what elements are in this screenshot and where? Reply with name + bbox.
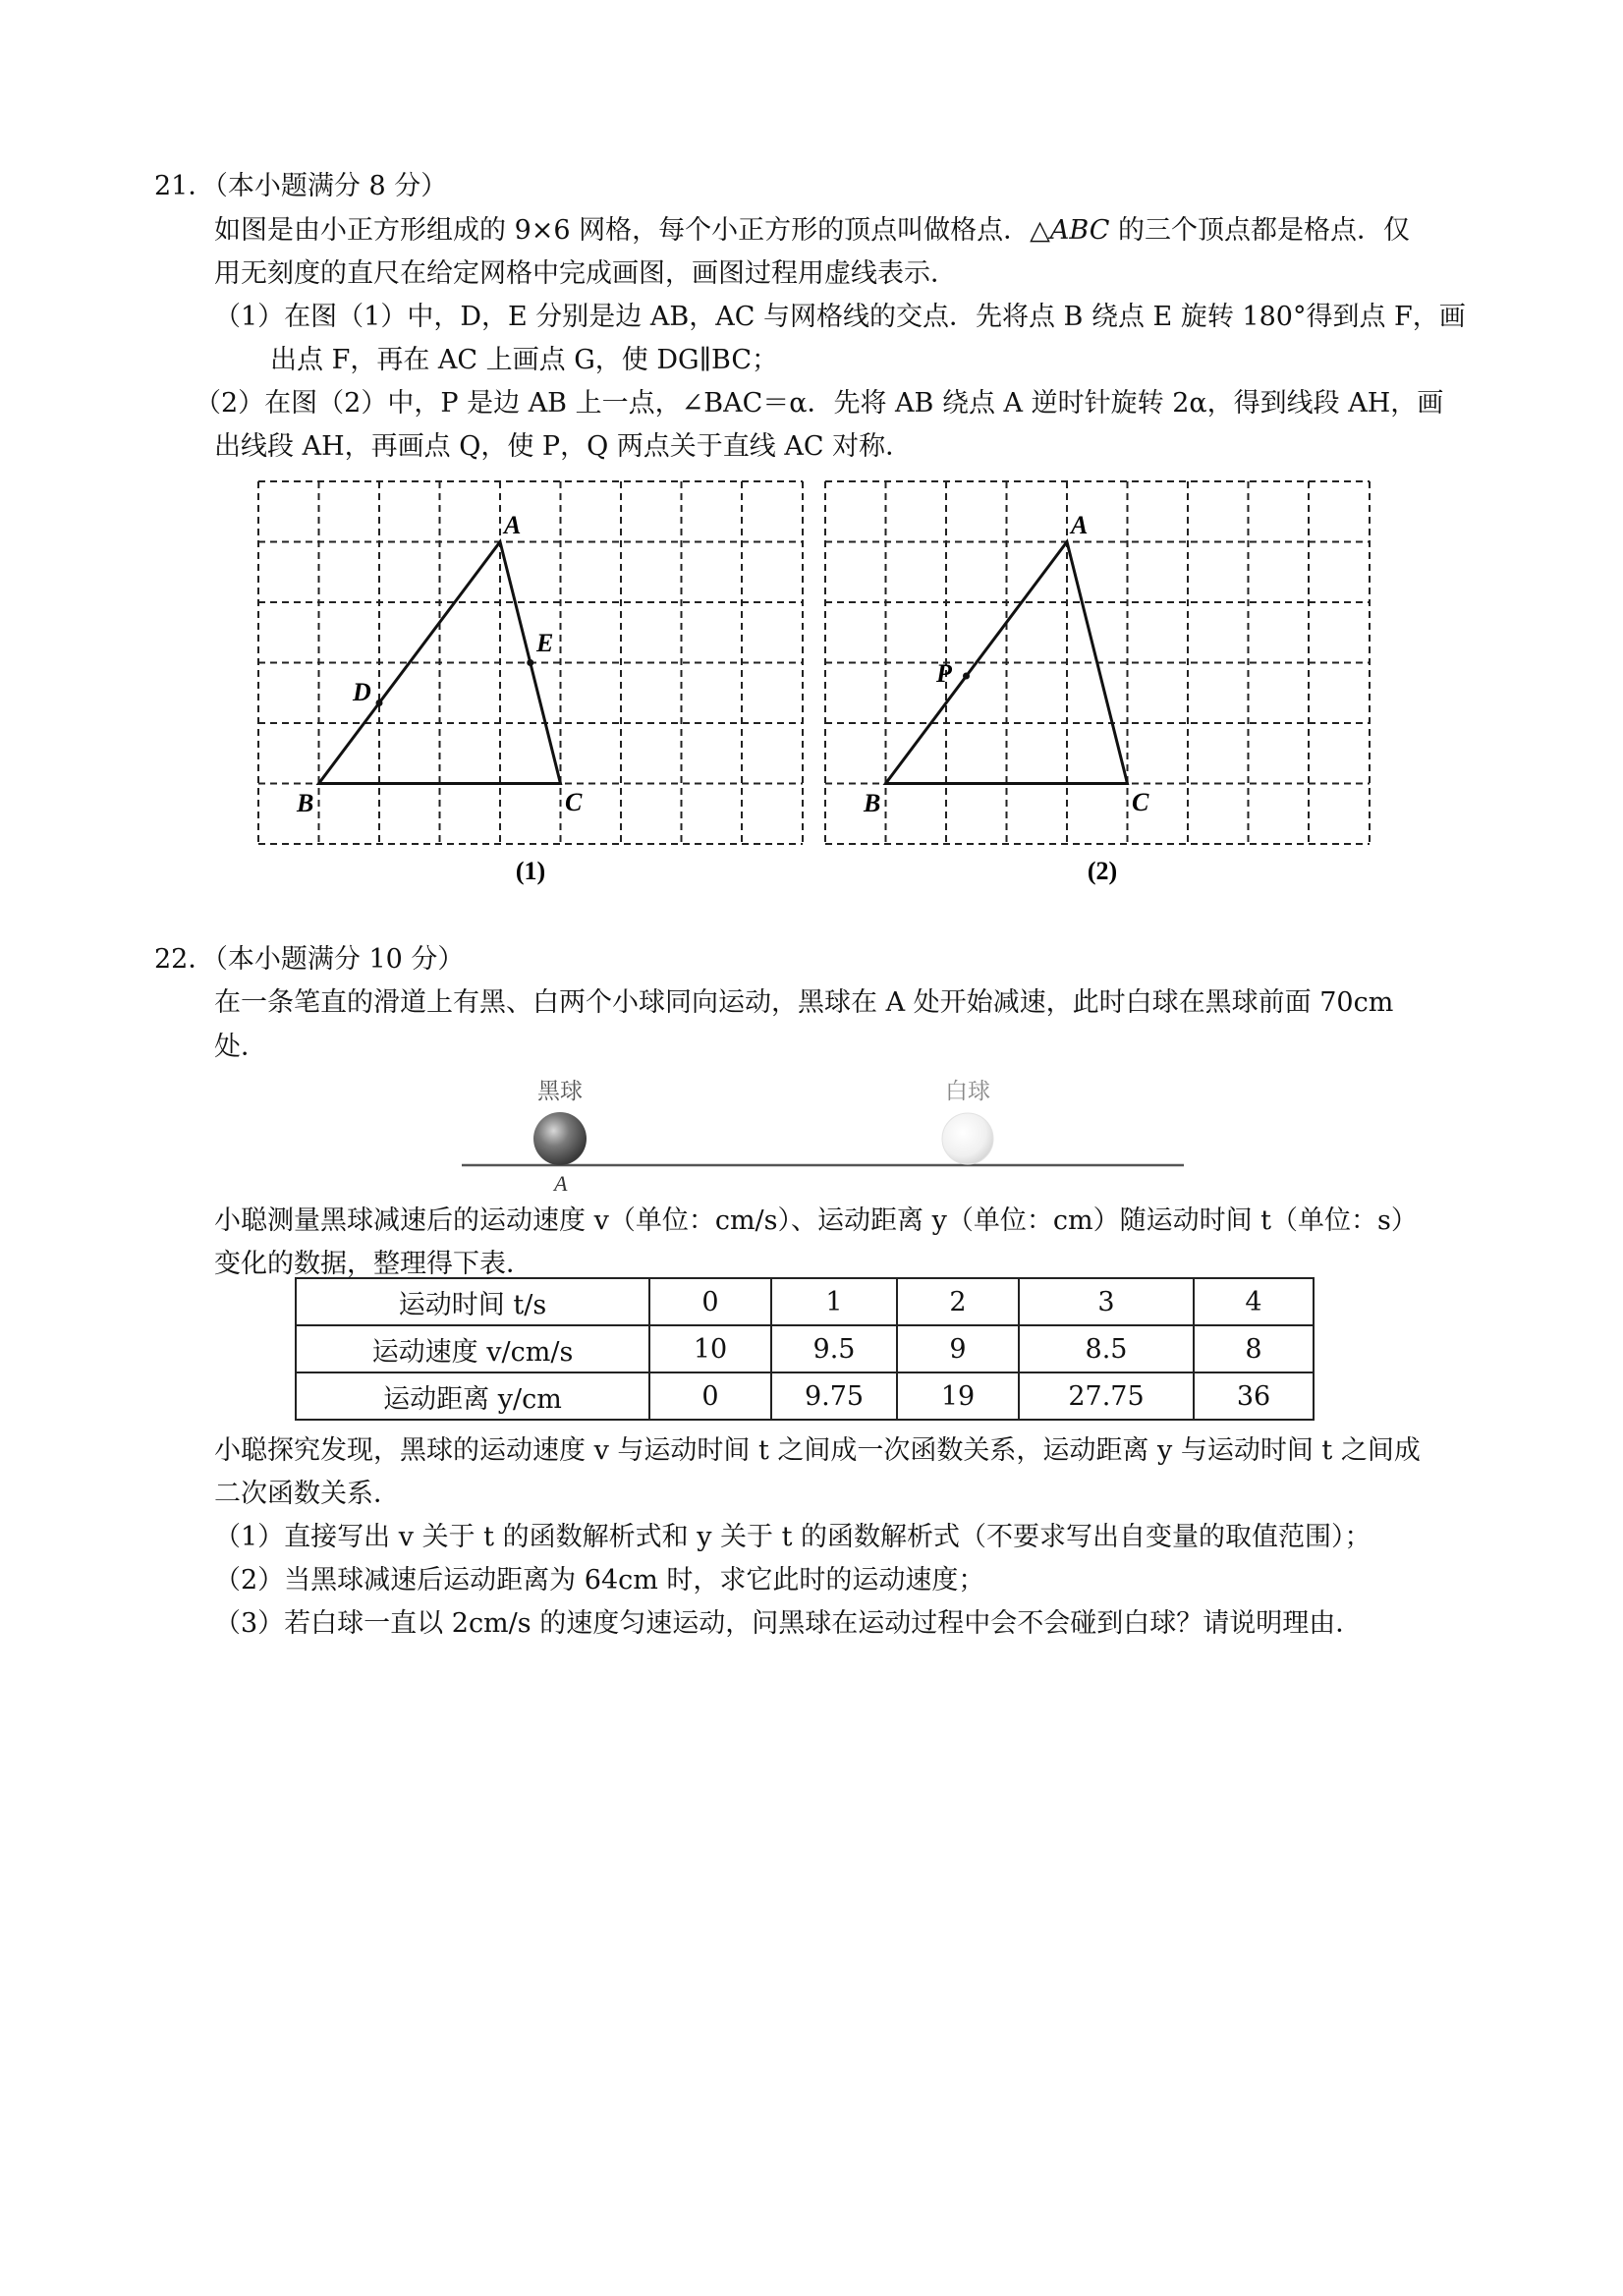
label-c: C	[565, 788, 583, 816]
white-ball-label: 白球	[945, 1079, 990, 1103]
table-cell: 1	[771, 1278, 897, 1325]
q21-figure-2	[817, 476, 1387, 889]
q21-intro-triangle: ABC	[1049, 215, 1110, 246]
q21-part1-line2: 出点 F，再在 AC 上画点 G，使 DG∥BC；	[270, 345, 779, 375]
point-a-label: A	[554, 1171, 568, 1196]
table-cell: 0	[649, 1278, 771, 1325]
label-d: D	[353, 678, 371, 706]
q22-intro-line2: 处．	[214, 1032, 267, 1062]
row-header: 运动时间 t/s	[296, 1278, 649, 1325]
white-ball	[942, 1113, 993, 1164]
row-header: 运动速度 v/cm/s	[296, 1325, 649, 1372]
black-ball	[533, 1112, 587, 1165]
q22-subquestion-1: （1）直接写出 v 关于 t 的函数解析式和 y 关于 t 的函数解析式（不要求写出自变量的取值范围）；	[214, 1522, 1371, 1552]
point-p	[963, 673, 970, 680]
table-row-time	[296, 1278, 1314, 1325]
figure-caption: (2)	[1087, 857, 1118, 885]
q21-intro-text-a: 如图是由小正方形组成的 9×6 网格，每个小正方形的顶点叫做格点．△	[214, 215, 1050, 246]
q22-number: 22．	[154, 944, 215, 975]
table-cell: 2	[897, 1278, 1019, 1325]
table-cell: 9	[897, 1325, 1019, 1372]
q21-part2-line1: （2）在图（2）中，P 是边 AB 上一点，∠BAC＝α．先将 AB 绕点 A 逆时针旋转 2α，得到线段 AH，画	[195, 388, 1444, 419]
black-ball-label: 黑球	[537, 1079, 583, 1103]
table-cell: 10	[649, 1325, 771, 1372]
table-cell: 36	[1194, 1372, 1314, 1420]
q22-subquestion-3: （3）若白球一直以 2cm/s 的速度匀速运动，问黑球在运动过程中会不会碰到白球？请说明理由．	[214, 1608, 1363, 1639]
q22-subquestion-2: （2）当黑球减速后运动距离为 64cm 时，求它此时的运动速度；	[214, 1565, 985, 1596]
table-row-distance	[296, 1372, 1314, 1420]
q21-intro-line1	[214, 214, 1410, 248]
table-cell: 19	[897, 1372, 1019, 1420]
label-b: B	[864, 789, 881, 817]
row-header: 运动距离 y/cm	[296, 1372, 649, 1420]
ball-illustration	[452, 1071, 1199, 1199]
table-cell: 27.75	[1019, 1372, 1194, 1420]
data-table	[295, 1277, 1315, 1421]
label-e: E	[536, 629, 554, 657]
q21-intro-line2: 用无刻度的直尺在给定网格中完成画图，画图过程用虚线表示．	[214, 258, 957, 289]
table-cell: 8.5	[1019, 1325, 1194, 1372]
q21-part2-line2: 出线段 AH，再画点 Q，使 P，Q 两点关于直线 AC 对称．	[214, 431, 913, 462]
q21-header	[154, 170, 447, 203]
table-cell: 0	[649, 1372, 771, 1420]
q21-figure-1	[251, 476, 820, 889]
table-cell: 8	[1194, 1325, 1314, 1372]
q22-header	[154, 943, 464, 977]
q22-finding-line2: 二次函数关系．	[214, 1479, 400, 1509]
point-e	[527, 659, 533, 666]
q21-number: 21．	[154, 171, 215, 201]
label-p: P	[936, 659, 952, 688]
q21-intro-text-c: 的三个顶点都是格点．仅	[1109, 215, 1411, 246]
table-cell: 4	[1194, 1278, 1314, 1325]
table-cell: 9.75	[771, 1372, 897, 1420]
q22-intro-line1: 在一条笔直的滑道上有黑、白两个小球同向运动，黑球在 A 处开始减速，此时白球在黑球前面 70cm	[214, 987, 1394, 1018]
q22-finding-line1: 小聪探究发现，黑球的运动速度 v 与运动时间 t 之间成一次函数关系，运动距离 y 与运动时间 t 之间成	[214, 1435, 1421, 1466]
table-cell: 3	[1019, 1278, 1194, 1325]
q22-measure-line1: 小聪测量黑球减速后的运动速度 v（单位：cm/s）、运动距离 y（单位：cm）随运动时间 t（单位：s）	[214, 1205, 1418, 1236]
q21-part1-line1: （1）在图（1）中，D，E 分别是边 AB，AC 与网格线的交点．先将点 B 绕点 E 旋转 180°得到点 F，画	[214, 302, 1466, 332]
label-a: A	[504, 511, 522, 539]
q21-score: （本小题满分 8 分）	[214, 171, 448, 201]
point-d	[376, 700, 383, 706]
q22-measure-line2: 变化的数据，整理得下表．	[214, 1249, 532, 1279]
label-b: B	[297, 789, 314, 817]
q22-score: （本小题满分 10 分）	[214, 944, 465, 975]
label-c: C	[1132, 788, 1149, 816]
table-cell: 9.5	[771, 1325, 897, 1372]
figure-caption: (1)	[515, 857, 546, 885]
label-a: A	[1071, 511, 1089, 539]
table-row-speed	[296, 1325, 1314, 1372]
